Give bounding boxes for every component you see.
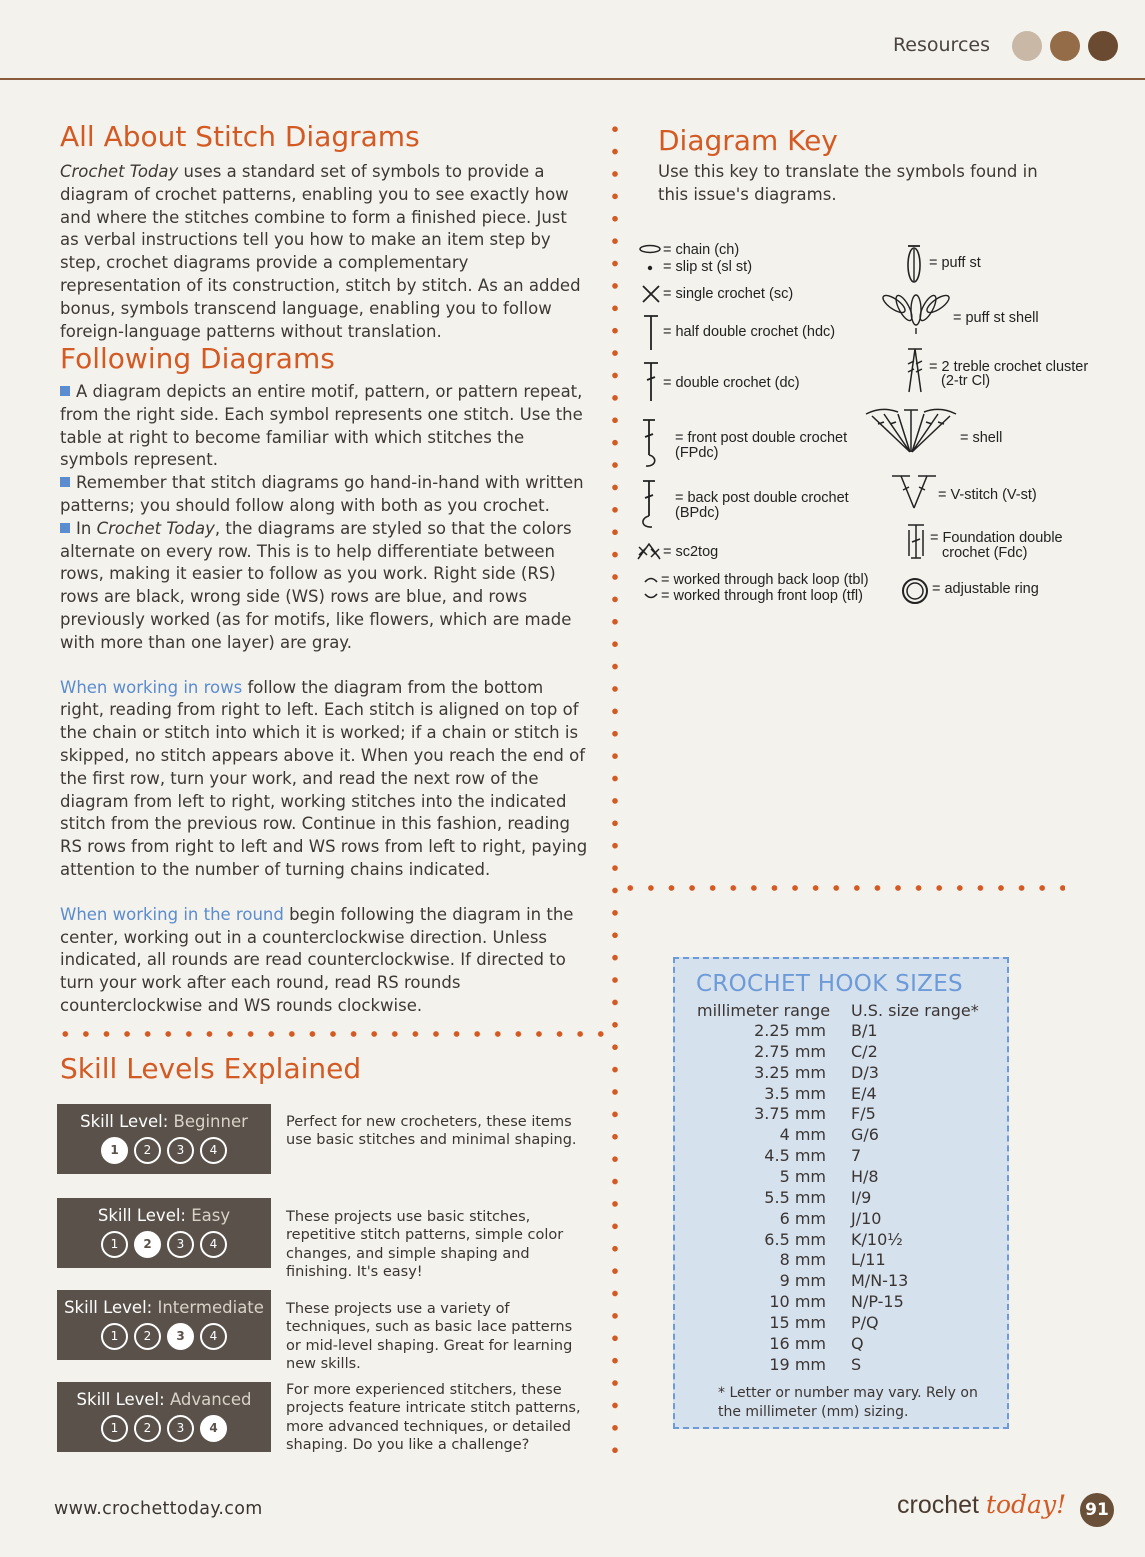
skill-desc-advanced: For more experienced stitchers, these projects feature intricate stitch patterns, more advanced techniques, or detailed shaping. Do you like a challenge? bbox=[286, 1382, 581, 1453]
left-dot-divider bbox=[55, 1026, 605, 1042]
bpdc-symbol-icon bbox=[638, 478, 660, 530]
key-shell: = shell bbox=[960, 430, 1003, 446]
hdc-symbol-icon bbox=[640, 313, 662, 353]
stitch-diagrams-title: All About Stitch Diagrams bbox=[60, 120, 420, 153]
hook-mm-cell: 2.75 mm bbox=[754, 1041, 826, 1061]
key-chain: = chain (ch) bbox=[663, 242, 740, 258]
hook-mm-cell: 3.5 mm bbox=[764, 1083, 826, 1103]
round-body: begin following the diagram in the center, working out in a counterclockwise direction. Unless indicated, all rounds are read counterclockwise. If directed to turn your work after each round, read RS rounds counterclockwise and WS rounds clockwise. bbox=[60, 904, 574, 1015]
level-circle-3: 3 bbox=[167, 1231, 194, 1258]
hook-us-cell: E/4 bbox=[851, 1083, 877, 1103]
key-tbl: = worked through back loop (tbl) bbox=[661, 572, 869, 588]
key-fpdc-abbr: (FPdc) bbox=[675, 445, 719, 461]
fpdc-symbol-icon bbox=[638, 417, 660, 469]
hook-us-cell: H/8 bbox=[851, 1166, 879, 1186]
shell-symbol-icon bbox=[862, 404, 960, 456]
hook-mm-cell: 10 mm bbox=[769, 1292, 826, 1312]
rows-body: follow the diagram from the bottom right, reading from right to left. Each stitch is aligned on top of the chain or stitch into which it is worked; if a chain or stitch is skipped, no stitch appears above it. When you reach the end of the first row, turn your work, and read the next row of the diagram from left to right, working stitches into the indicated stitch from the previous row. Continue in this fashion, reading RS rows from right to left and WS rows from left to right, paying attention to the number of turning chains indicated. bbox=[60, 677, 588, 879]
sc2tog-symbol-icon bbox=[636, 541, 662, 563]
brand-logo bbox=[897, 1490, 1066, 1520]
header-dot-3 bbox=[1088, 31, 1118, 61]
right-dot-divider bbox=[620, 880, 1065, 896]
skill-prefix: Skill Level: bbox=[80, 1112, 169, 1131]
vertical-dot-divider bbox=[607, 118, 623, 1458]
level-circle-3: 3 bbox=[167, 1137, 194, 1164]
skill-name: Intermediate bbox=[157, 1298, 264, 1317]
level-circle-3: 3 bbox=[167, 1415, 194, 1442]
hook-mm-cell: 5.5 mm bbox=[764, 1187, 826, 1207]
adjustable-ring-symbol-icon bbox=[900, 576, 930, 606]
hook-footnote: * Letter or number may vary. Rely on the millimeter (mm) sizing. bbox=[718, 1385, 978, 1420]
stitch-diagrams-section bbox=[60, 120, 590, 343]
skill-box-advanced bbox=[57, 1382, 271, 1452]
hook-mm-cell: 3.75 mm bbox=[754, 1104, 826, 1124]
stitch-diagrams-body bbox=[60, 161, 590, 343]
hook-us-cell: K/10½ bbox=[851, 1229, 903, 1249]
skill-desc-intermediate: These projects use a variety of techniques, such as basic lace patterns or mid-level shaping. Great for learning new skills. bbox=[286, 1301, 573, 1372]
following-p3-italic: Crochet Today bbox=[96, 518, 215, 538]
hook-col-mm: millimeter range bbox=[697, 1001, 831, 1020]
key-v-stitch: = V-stitch (V-st) bbox=[938, 487, 1037, 503]
hook-mm-cell: 4 mm bbox=[779, 1125, 826, 1145]
skills-title: Skill Levels Explained bbox=[60, 1052, 362, 1085]
hook-us-cell: G/6 bbox=[851, 1125, 879, 1145]
level-circle-2: 2 bbox=[134, 1231, 161, 1258]
key-sc: = single crochet (sc) bbox=[663, 286, 794, 302]
brand-word-b: today! bbox=[985, 1490, 1067, 1519]
hook-us-cell: 7 bbox=[851, 1146, 862, 1166]
header-dot-2 bbox=[1050, 31, 1080, 61]
hook-us-cell: L/11 bbox=[851, 1250, 886, 1270]
skill-name: Easy bbox=[191, 1206, 231, 1225]
hook-mm-cell: 2.25 mm bbox=[754, 1021, 826, 1040]
key-puff: = puff st bbox=[929, 255, 981, 271]
chain-slip-symbol-icon bbox=[638, 240, 662, 276]
key-slip: = slip st (sl st) bbox=[663, 259, 753, 275]
hook-mm-cell: 3.25 mm bbox=[754, 1062, 826, 1082]
key-title: Diagram Key bbox=[658, 124, 838, 157]
skill-prefix: Skill Level: bbox=[64, 1298, 153, 1317]
page-number: 91 bbox=[1080, 1493, 1114, 1527]
tr-cluster-symbol-icon bbox=[903, 346, 927, 396]
hook-mm-cell: 5 mm bbox=[779, 1166, 826, 1186]
skill-prefix: Skill Level: bbox=[76, 1390, 165, 1409]
key-bpdc: = back post double crochet bbox=[675, 490, 849, 506]
level-circle-2: 2 bbox=[134, 1323, 161, 1350]
key-ring: = adjustable ring bbox=[932, 581, 1039, 597]
skill-prefix: Skill Level: bbox=[97, 1206, 186, 1225]
brand-word-a: crochet bbox=[897, 1491, 979, 1519]
v-stitch-symbol-icon bbox=[890, 470, 938, 512]
key-fdc-abbr: crochet (Fdc) bbox=[942, 545, 1028, 561]
rows-lead: When working in rows bbox=[60, 677, 243, 697]
hook-us-cell: F/5 bbox=[851, 1104, 876, 1124]
following-p3-pre: In bbox=[76, 518, 97, 538]
level-circle-3: 3 bbox=[167, 1323, 194, 1350]
key-puff-shell: = puff st shell bbox=[953, 310, 1039, 326]
hook-us-cell: B/1 bbox=[851, 1021, 878, 1040]
key-sc2tog: = sc2tog bbox=[663, 544, 719, 560]
key-bpdc-abbr: (BPdc) bbox=[675, 505, 720, 521]
level-circle-1: 1 bbox=[101, 1415, 128, 1442]
following-p3-post: , the diagrams are styled so that the colors alternate on every row. This is to help differentiate between rows, making it easier to follow as you work. Right side (RS) rows are black, wrong side (WS) rows are blue, and rows previously worked (as for motifs, like flowers, which are made with more than one layer) are gray. bbox=[60, 518, 572, 652]
skill-desc-beginner: Perfect for new crocheters, these items use basic stitches and minimal shaping. bbox=[286, 1114, 577, 1149]
key-dc: = double crochet (dc) bbox=[663, 375, 800, 391]
key-intro: Use this key to translate the symbols found in this issue's diagrams. bbox=[658, 162, 1038, 204]
hook-us-cell: C/2 bbox=[851, 1041, 878, 1061]
skill-box-easy bbox=[57, 1198, 271, 1268]
hook-us-cell: J/10 bbox=[851, 1208, 882, 1228]
hook-mm-cell: 6.5 mm bbox=[764, 1229, 826, 1249]
following-title: Following Diagrams bbox=[60, 342, 335, 375]
puff-shell-symbol-icon bbox=[880, 290, 952, 338]
skill-name: Beginner bbox=[173, 1112, 248, 1131]
magazine-name: Crochet Today bbox=[60, 162, 179, 181]
hook-mm-cell: 6 mm bbox=[779, 1208, 826, 1228]
following-body bbox=[60, 381, 590, 1018]
hook-us-cell: N/P-15 bbox=[851, 1292, 904, 1312]
single-crochet-symbol-icon bbox=[640, 283, 662, 305]
header-dot-1 bbox=[1012, 31, 1042, 61]
bullet-square-icon bbox=[60, 523, 70, 533]
hook-us-cell: M/N-13 bbox=[851, 1271, 909, 1291]
level-circle-4: 4 bbox=[200, 1323, 227, 1350]
dc-symbol-icon bbox=[640, 360, 662, 404]
skill-box-beginner bbox=[57, 1104, 271, 1174]
level-circle-1: 1 bbox=[101, 1231, 128, 1258]
hook-mm-cell: 8 mm bbox=[779, 1250, 826, 1270]
hook-us-cell: D/3 bbox=[851, 1062, 879, 1082]
key-tfl: = worked through front loop (tfl) bbox=[661, 588, 863, 604]
round-lead: When working in the round bbox=[60, 904, 284, 924]
hook-mm-cell: 9 mm bbox=[779, 1271, 826, 1291]
header-rule bbox=[0, 78, 1145, 80]
hook-mm-cell: 16 mm bbox=[769, 1333, 826, 1353]
hook-us-cell: P/Q bbox=[851, 1312, 879, 1332]
hook-mm-cell: 4.5 mm bbox=[764, 1146, 826, 1166]
bullet-square-icon bbox=[60, 386, 70, 396]
skill-box-intermediate bbox=[57, 1290, 271, 1360]
bullet-square-icon bbox=[60, 477, 70, 487]
key-tr-cluster-abbr: (2-tr Cl) bbox=[941, 373, 991, 389]
loop-symbols-icon bbox=[643, 573, 659, 603]
level-circle-1: 1 bbox=[101, 1137, 128, 1164]
key-tr-cluster: = 2 treble crochet cluster bbox=[929, 359, 1089, 375]
hook-mm-cell: 19 mm bbox=[769, 1354, 826, 1374]
following-p2: Remember that stitch diagrams go hand-in-hand with written patterns; you should follow along with both as you crochet. bbox=[60, 473, 584, 515]
stitch-diagrams-text: uses a standard set of symbols to provide a diagram of crochet patterns, enabling you to see exactly how and where the stitches combine to form a finished piece. Just as verbal instructions tell you how to make an item step by step, crochet diagrams provide a complementary representation of its construction, stitch by stitch. As an added bonus, symbols transcend language, enabling you to follow foreign-language patterns without translation. bbox=[60, 162, 581, 341]
level-circle-4: 4 bbox=[200, 1415, 227, 1442]
hook-mm-cell: 15 mm bbox=[769, 1312, 826, 1332]
key-hdc: = half double crochet (hdc) bbox=[663, 324, 836, 340]
hook-us-cell: Q bbox=[851, 1333, 864, 1353]
hook-sizes-title: CROCHET HOOK SIZES bbox=[696, 971, 963, 997]
following-p1: A diagram depicts an entire motif, pattern, or pattern repeat, from the right side. Each symbol represents one stitch. Use the table at right to become familiar with which stitches the symbols represent. bbox=[60, 382, 583, 470]
section-label: Resources bbox=[892, 34, 990, 56]
skill-desc-easy: These projects use basic stitches, repetitive stitch patterns, simple color changes, and simple shaping and finishing. It's easy! bbox=[286, 1209, 564, 1280]
level-circle-4: 4 bbox=[200, 1231, 227, 1258]
footer-url[interactable]: www.crochettoday.com bbox=[54, 1499, 263, 1519]
hook-us-cell: I/9 bbox=[851, 1187, 872, 1207]
skill-name: Advanced bbox=[169, 1390, 252, 1409]
level-circle-2: 2 bbox=[134, 1137, 161, 1164]
puff-st-symbol-icon bbox=[903, 243, 925, 285]
level-circle-1: 1 bbox=[101, 1323, 128, 1350]
following-section bbox=[60, 342, 590, 1018]
key-fpdc: = front post double crochet bbox=[675, 430, 848, 446]
key-fdc: = Foundation double bbox=[930, 530, 1063, 546]
fdc-symbol-icon bbox=[903, 522, 929, 564]
hook-us-cell: S bbox=[851, 1354, 862, 1374]
hook-col-us: U.S. size range* bbox=[851, 1001, 979, 1020]
level-circle-2: 2 bbox=[134, 1415, 161, 1442]
level-circle-4: 4 bbox=[200, 1137, 227, 1164]
